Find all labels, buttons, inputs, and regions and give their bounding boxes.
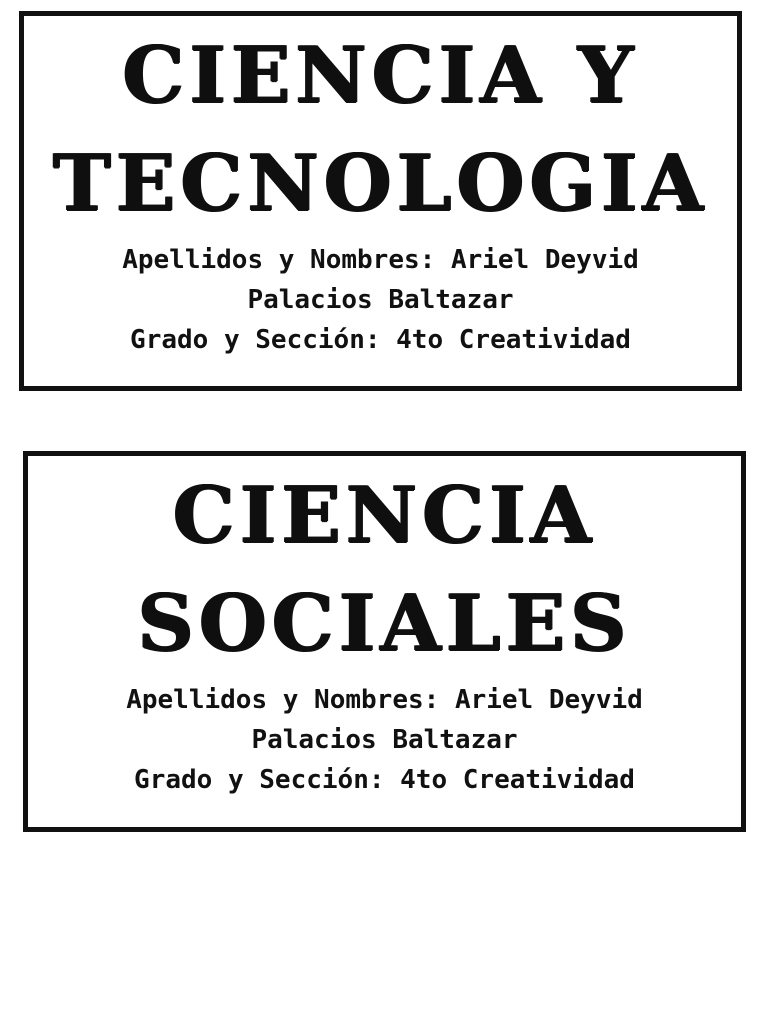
subject-title-line-1: CIENCIA Y <box>122 30 639 121</box>
subject-title-line-1: CIENCIA <box>172 470 597 561</box>
student-grade-line: Grado y Sección: 4to Creatividad <box>134 765 635 795</box>
label-card-ciencia-y-tecnologia <box>19 11 742 391</box>
student-names-line-1: Apellidos y Nombres: Ariel Deyvid <box>122 245 639 275</box>
subject-title-line-2: TECNOLOGIA <box>52 138 709 229</box>
student-grade-line: Grado y Sección: 4to Creatividad <box>130 325 631 355</box>
subject-title-line-2: SOCIALES <box>137 578 632 669</box>
student-names-line-1: Apellidos y Nombres: Ariel Deyvid <box>126 685 643 715</box>
student-info <box>24 240 737 360</box>
student-names-line-2: Palacios Baltazar <box>247 285 514 315</box>
student-names-line-2: Palacios Baltazar <box>251 725 518 755</box>
subject-title <box>24 16 737 238</box>
student-info <box>28 680 741 800</box>
label-card-ciencia-sociales <box>23 451 746 832</box>
subject-title <box>28 456 741 678</box>
